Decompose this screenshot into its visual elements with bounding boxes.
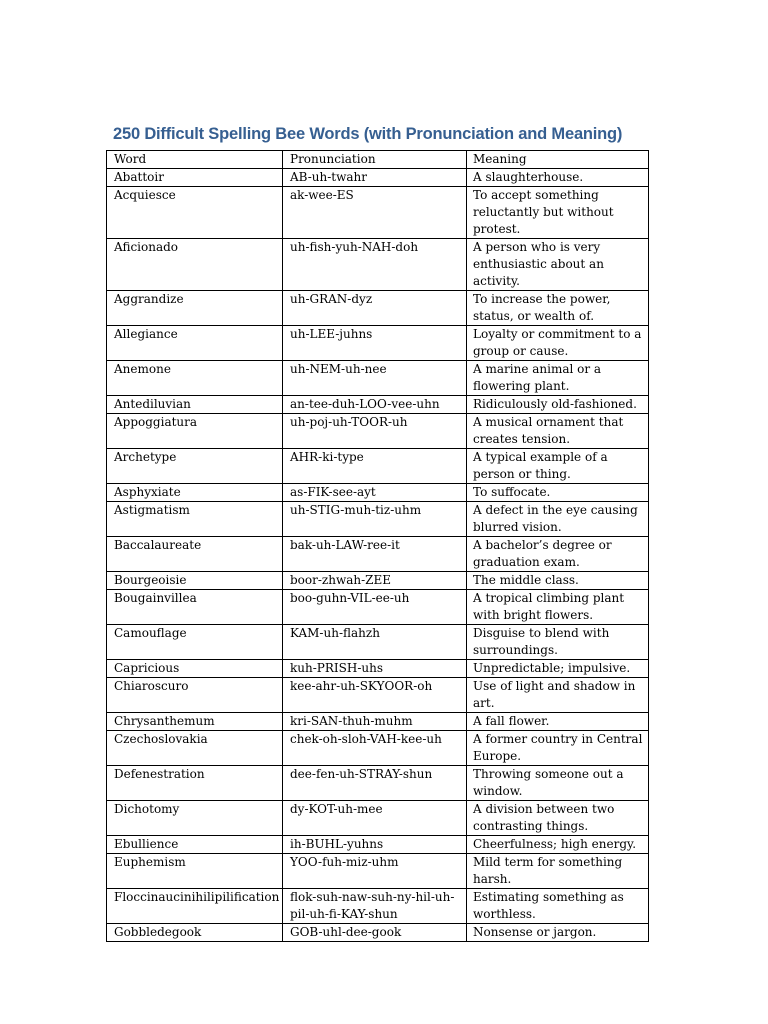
table-row xyxy=(107,854,649,889)
meaning-cell: A defect in the eye causing blurred vision. xyxy=(467,502,649,537)
table-body xyxy=(107,169,649,942)
table-row xyxy=(107,187,649,239)
pronunciation-cell: KAM-uh-flahzh xyxy=(283,625,467,660)
meaning-cell: To accept something reluctantly but without protest. xyxy=(467,187,649,239)
pronunciation-cell: dy-KOT-uh-mee xyxy=(283,801,467,836)
word-cell: Appoggiatura xyxy=(107,414,283,449)
table-row xyxy=(107,361,649,396)
pronunciation-cell: AB-uh-twahr xyxy=(283,169,467,187)
table-row xyxy=(107,889,649,924)
pronunciation-cell: uh-NEM-uh-nee xyxy=(283,361,467,396)
word-cell: Bougainvillea xyxy=(107,590,283,625)
word-cell: Abattoir xyxy=(107,169,283,187)
pronunciation-cell: an-tee-duh-LOO-vee-uhn xyxy=(283,396,467,414)
word-cell: Chiaroscuro xyxy=(107,678,283,713)
table-row xyxy=(107,326,649,361)
table-header-row xyxy=(107,151,649,169)
pronunciation-cell: dee-fen-uh-STRAY-shun xyxy=(283,766,467,801)
pronunciation-cell: kuh-PRISH-uhs xyxy=(283,660,467,678)
meaning-cell: Disguise to blend with surroundings. xyxy=(467,625,649,660)
meaning-cell: A person who is very enthusiastic about an activity. xyxy=(467,239,649,291)
pronunciation-cell: ak-wee-ES xyxy=(283,187,467,239)
pronunciation-cell: kri-SAN-thuh-muhm xyxy=(283,713,467,731)
meaning-cell: A tropical climbing plant with bright flowers. xyxy=(467,590,649,625)
table-row xyxy=(107,449,649,484)
meaning-cell: Nonsense or jargon. xyxy=(467,924,649,942)
meaning-cell: A bachelor’s degree or graduation exam. xyxy=(467,537,649,572)
word-cell: Astigmatism xyxy=(107,502,283,537)
meaning-cell: A fall flower. xyxy=(467,713,649,731)
table-row xyxy=(107,678,649,713)
word-cell: Chrysanthemum xyxy=(107,713,283,731)
meaning-cell: Unpredictable; impulsive. xyxy=(467,660,649,678)
table-row xyxy=(107,713,649,731)
meaning-cell: Ridiculously old-fashioned. xyxy=(467,396,649,414)
table-row xyxy=(107,766,649,801)
pronunciation-cell: AHR-ki-type xyxy=(283,449,467,484)
word-cell: Defenestration xyxy=(107,766,283,801)
meaning-cell: Loyalty or commitment to a group or cause. xyxy=(467,326,649,361)
word-cell: Acquiesce xyxy=(107,187,283,239)
word-cell: Ebullience xyxy=(107,836,283,854)
word-cell: Gobbledegook xyxy=(107,924,283,942)
table-row xyxy=(107,414,649,449)
pronunciation-cell: uh-poj-uh-TOOR-uh xyxy=(283,414,467,449)
table-row xyxy=(107,924,649,942)
pronunciation-cell: uh-GRAN-dyz xyxy=(283,291,467,326)
document-title: 250 Difficult Spelling Bee Words (with Pronunciation and Meaning) xyxy=(113,125,623,143)
meaning-cell: A musical ornament that creates tension. xyxy=(467,414,649,449)
table-row xyxy=(107,590,649,625)
meaning-cell: A division between two contrasting things. xyxy=(467,801,649,836)
pronunciation-cell: kee-ahr-uh-SKYOOR-oh xyxy=(283,678,467,713)
word-cell: Anemone xyxy=(107,361,283,396)
pronunciation-cell: YOO-fuh-miz-uhm xyxy=(283,854,467,889)
table-row xyxy=(107,801,649,836)
word-cell: Asphyxiate xyxy=(107,484,283,502)
meaning-cell: To increase the power, status, or wealth of. xyxy=(467,291,649,326)
pronunciation-cell: uh-STIG-muh-tiz-uhm xyxy=(283,502,467,537)
pronunciation-cell: flok-suh-naw-suh-ny-hil-uh-pil-uh-fi-KAY-shun xyxy=(283,889,467,924)
column-header-pronunciation: Pronunciation xyxy=(283,151,467,169)
word-cell: Capricious xyxy=(107,660,283,678)
meaning-cell: Throwing someone out a window. xyxy=(467,766,649,801)
pronunciation-cell: ih-BUHL-yuhns xyxy=(283,836,467,854)
table-row xyxy=(107,484,649,502)
column-header-meaning: Meaning xyxy=(467,151,649,169)
word-cell: Euphemism xyxy=(107,854,283,889)
table-row xyxy=(107,660,649,678)
word-cell: Baccalaureate xyxy=(107,537,283,572)
word-cell: Aggrandize xyxy=(107,291,283,326)
word-cell: Czechoslovakia xyxy=(107,731,283,766)
pronunciation-cell: GOB-uhl-dee-gook xyxy=(283,924,467,942)
word-cell: Camouflage xyxy=(107,625,283,660)
meaning-cell: Estimating something as worthless. xyxy=(467,889,649,924)
meaning-cell: The middle class. xyxy=(467,572,649,590)
meaning-cell: Use of light and shadow in art. xyxy=(467,678,649,713)
meaning-cell: To suffocate. xyxy=(467,484,649,502)
table-row xyxy=(107,291,649,326)
meaning-cell: Mild term for something harsh. xyxy=(467,854,649,889)
table-row xyxy=(107,502,649,537)
table-row xyxy=(107,239,649,291)
column-header-word: Word xyxy=(107,151,283,169)
pronunciation-cell: boor-zhwah-ZEE xyxy=(283,572,467,590)
pronunciation-cell: uh-LEE-juhns xyxy=(283,326,467,361)
meaning-cell: A slaughterhouse. xyxy=(467,169,649,187)
table-row xyxy=(107,537,649,572)
word-cell: Archetype xyxy=(107,449,283,484)
meaning-cell: A marine animal or a flowering plant. xyxy=(467,361,649,396)
word-cell: Antediluvian xyxy=(107,396,283,414)
table-row xyxy=(107,169,649,187)
pronunciation-cell: boo-guhn-VIL-ee-uh xyxy=(283,590,467,625)
pronunciation-cell: chek-oh-sloh-VAH-kee-uh xyxy=(283,731,467,766)
word-cell: Aficionado xyxy=(107,239,283,291)
table-row xyxy=(107,731,649,766)
pronunciation-cell: bak-uh-LAW-ree-it xyxy=(283,537,467,572)
meaning-cell: A former country in Central Europe. xyxy=(467,731,649,766)
table-row xyxy=(107,396,649,414)
table-row xyxy=(107,572,649,590)
word-cell: Bourgeoisie xyxy=(107,572,283,590)
table-row xyxy=(107,625,649,660)
meaning-cell: A typical example of a person or thing. xyxy=(467,449,649,484)
word-cell: Allegiance xyxy=(107,326,283,361)
word-cell: Floccinaucinihilipilification xyxy=(107,889,283,924)
meaning-cell: Cheerfulness; high energy. xyxy=(467,836,649,854)
pronunciation-cell: as-FIK-see-ayt xyxy=(283,484,467,502)
word-cell: Dichotomy xyxy=(107,801,283,836)
spelling-words-table xyxy=(106,150,649,942)
pronunciation-cell: uh-fish-yuh-NAH-doh xyxy=(283,239,467,291)
table-row xyxy=(107,836,649,854)
